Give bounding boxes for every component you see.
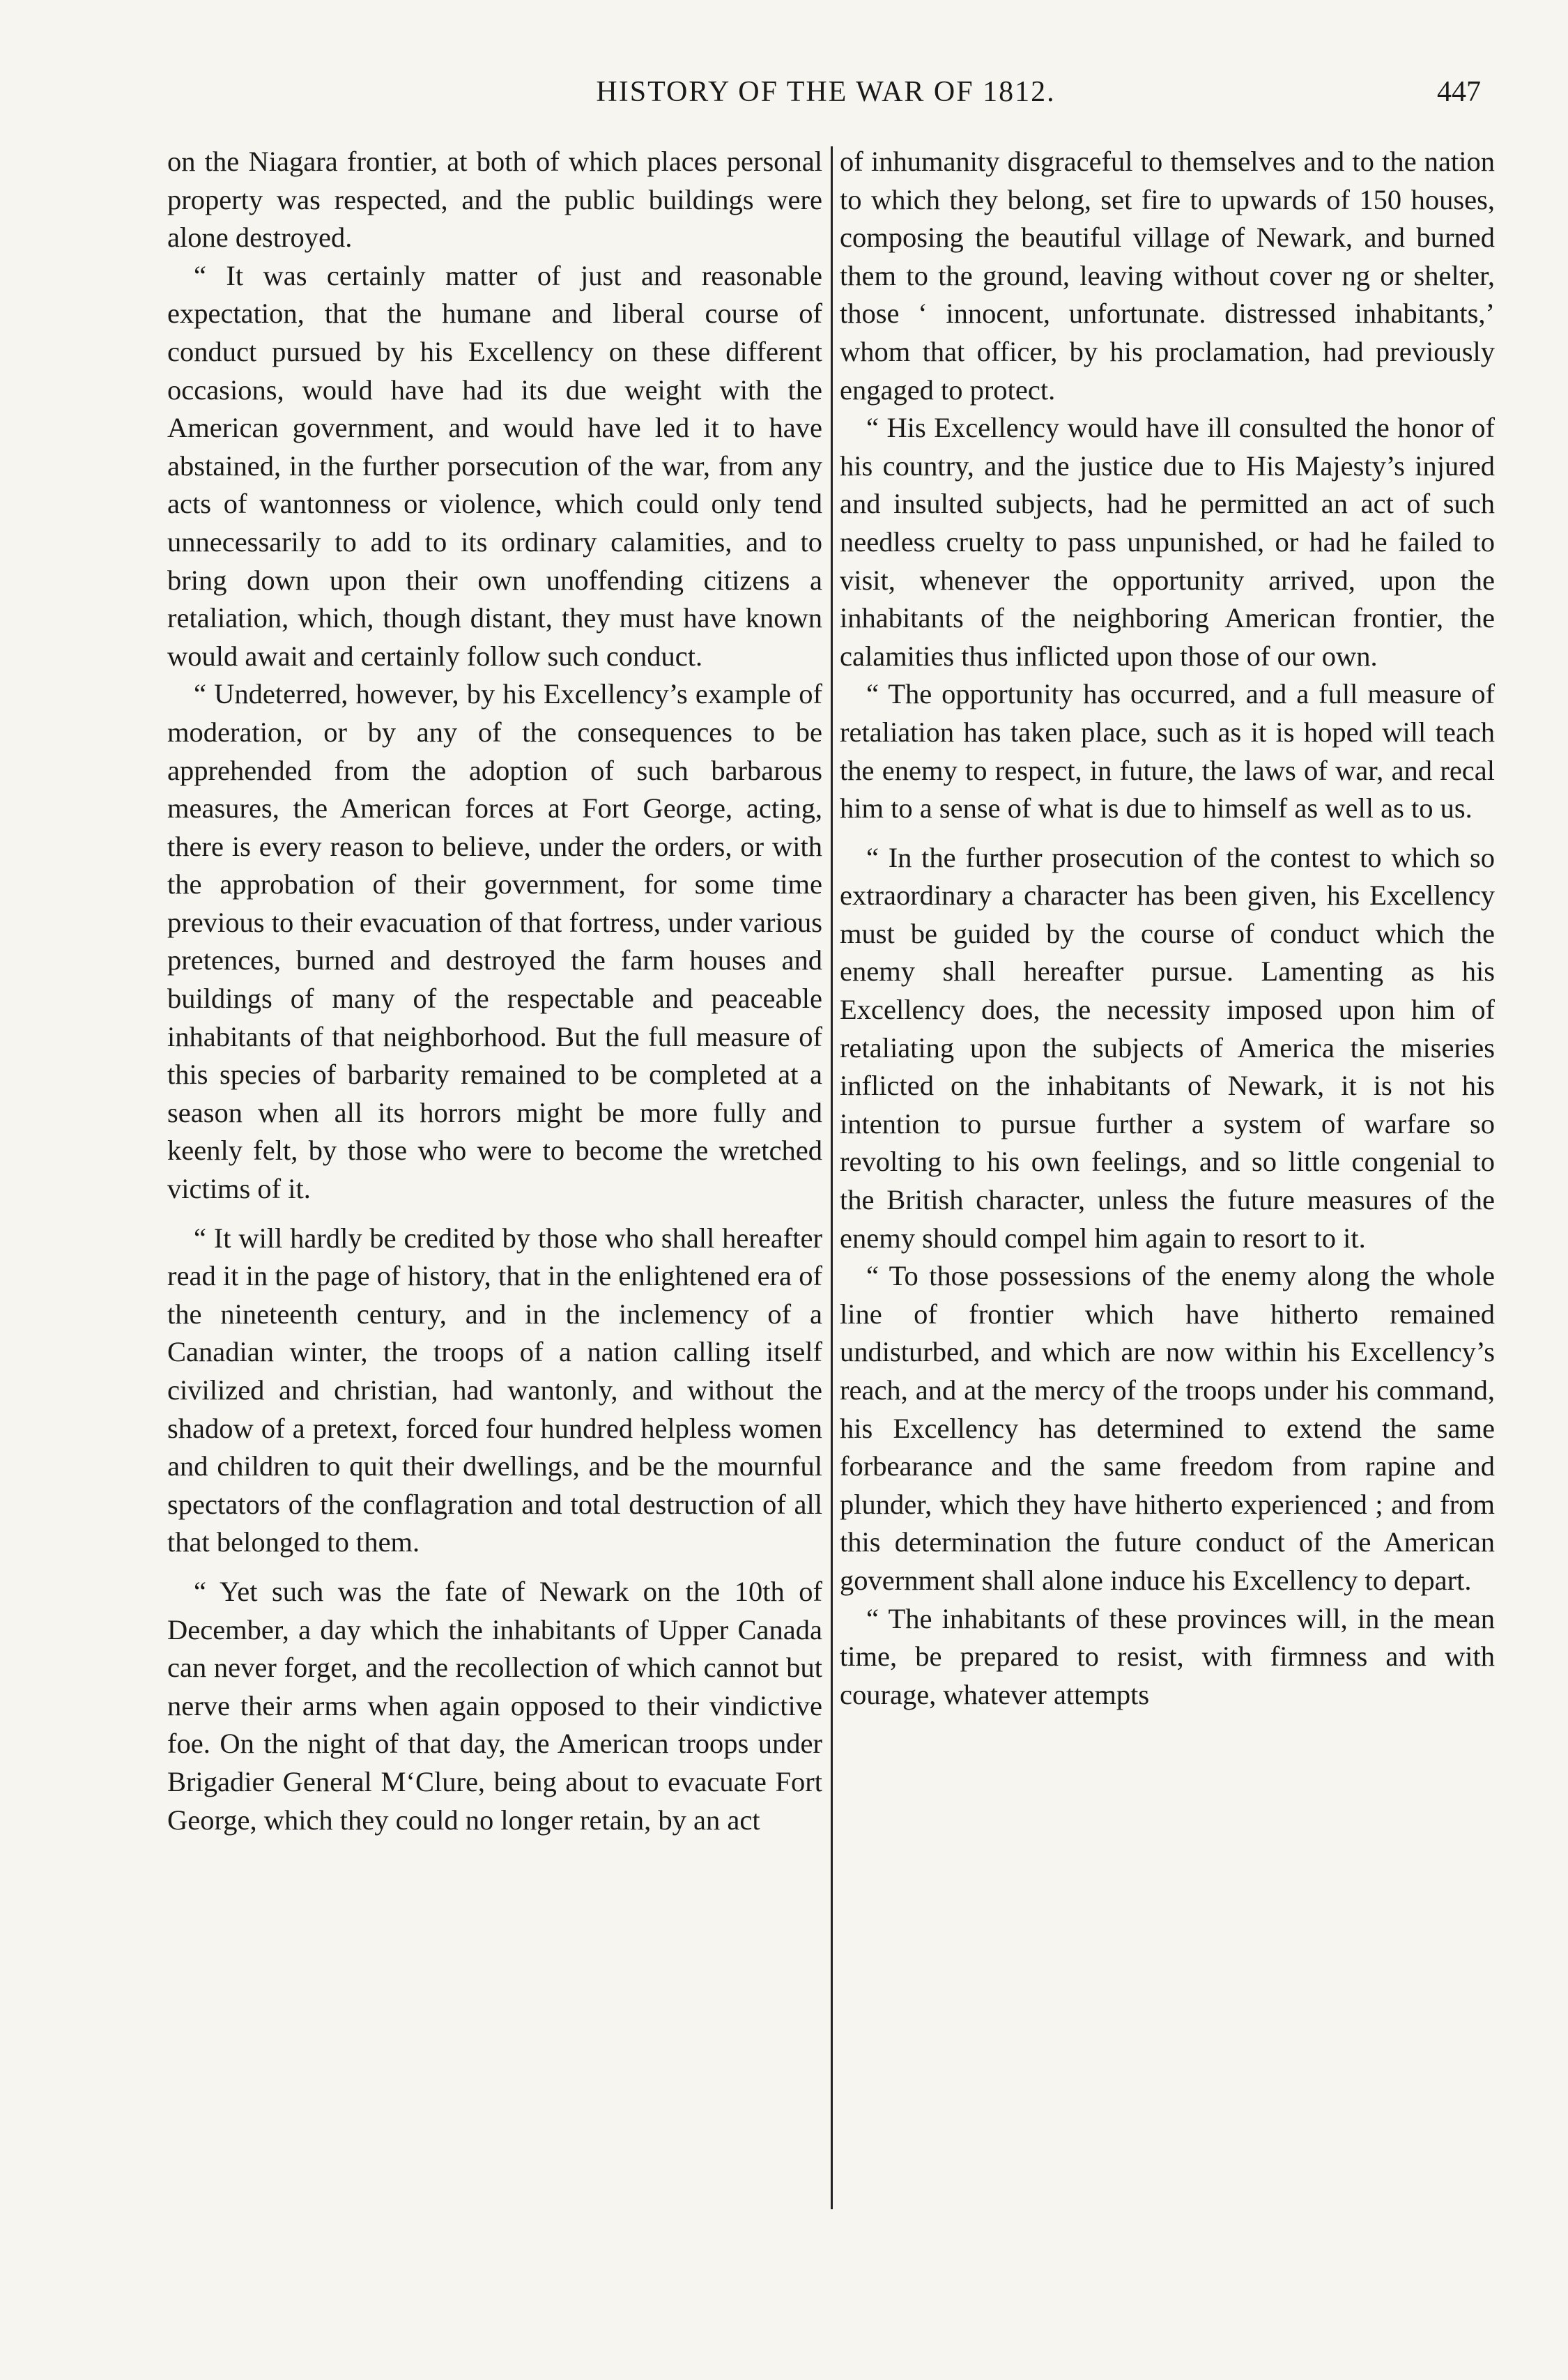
paragraph: “ Undeterred, however, by his Excellency’s example of moderation, or by any of the consequences to be apprehended from the adoption of such barbarous measures, the American forces at Fort George, acting, there is every reason to believe, under the orders, or with the approbation of their government, for some time previous to their evacuation of that fortress, under various pretences, burned and destroyed the farm houses and buildings of many of the respectable and peaceable inhabitants of that neighborhood. But the full measure of this species of barbarity remained to be completed at a season when all its horrors might be more fully and keenly felt, by those who were to become the wretched victims of it.: [167, 678, 822, 1205]
paragraph: “ The inhabitants of these provinces will, in the mean time, be prepared to resist, with firmness and with courage, whatever attempts: [840, 1602, 1495, 1710]
right-column: [840, 143, 1495, 1714]
page-number: 447: [1437, 76, 1481, 108]
paragraph: “ The opportunity has occurred, and a full measure of retaliation has taken place, such as it is hoped will teach the enemy to respect, in future, the laws of war, and recal him to a sense of what is due to himself as well as to us.: [840, 678, 1495, 824]
paragraph: on the Niagara frontier, at both of which places personal property was respected, and the public buildings were alone destroyed.: [167, 146, 822, 254]
paragraph: of inhumanity disgraceful to themselves and to the nation to which they belong, set fire to upwards of 150 houses, composing the beautiful village of Newark, and burned them to the ground, leaving without cover ng or shelter, those ‘ innocent, unfortunate. distressed inhabitants,’ whom that officer, by his proclamation, had previously engaged to protect.: [840, 146, 1495, 406]
paragraph: “ Yet such was the fate of Newark on the 10th of December, a day which the inhabitants of Upper Canada can never forget, and the recollection of which cannot but nerve their arms when again opposed to their vindictive foe. On the night of that day, the American troops under Brigadier General M‘Clure, being about to evacuate Fort George, which they could no longer retain, by an act: [167, 1575, 822, 1836]
column-divider: [831, 146, 833, 2209]
paragraph: “ It will hardly be credited by those who shall hereafter read it in the page of history, that in the enlightened era of the nineteenth century, and in the inclemency of a Canadian winter, the troops of a nation calling itself civilized and christian, had wantonly, and without the shadow of a pretext, forced four hundred helpless women and children to quit their dwellings, and be the mournful spectators of the conflagration and total destruction of all that belonged to them.: [167, 1222, 822, 1558]
paragraph: “ His Excellency would have ill consulted the honor of his country, and the justice due to His Majesty’s injured and insulted subjects, had he permitted an act of such needless cruelty to pass unpunished, or had he failed to visit, whenever the opportunity arrived, upon the inhabitants of the neighboring American frontier, the calamities thus inflicted upon those of our own.: [840, 412, 1495, 672]
paragraph: “ In the further prosecution of the contest to which so extraordinary a character has been given, his Excellency must be guided by the course of conduct which the enemy shall hereafter pursue. Lamenting as his Excellency does, the necessity imposed upon him of retaliating upon the subjects of America the miseries inflicted on the inhabitants of Newark, it is not his intention to pursue further a system of warfare so revolting to his own feelings, and so little congenial to the British character, unless the future measures of the enemy should compel him again to resort to it.: [840, 841, 1495, 1254]
left-column: [167, 143, 822, 1839]
page-header: [171, 70, 1481, 118]
paragraph: “ To those possessions of the enemy along the whole line of frontier which have hitherto remained undisturbed, and which are now within his Excellency’s reach, and at the mercy of the troops under his command, his Excellency has determined to extend the same forbearance and the same freedom from rapine and plunder, which they have hitherto experienced ; and from this determination the future conduct of the American government shall alone induce his Excellency to depart.: [840, 1260, 1495, 1596]
paragraph: “ It was certainly matter of just and reasonable expectation, that the humane and liberal course of conduct pursued by his Excellency on these different occasions, would have had its due weight with the American government, and would have led it to have abstained, in the further porsecution of the war, from any acts of wantonness or violence, which could only tend unnecessarily to add to its ordinary calamities, and to bring down upon their own unoffending citizens a retaliation, which, though distant, they must have known would await and certainly follow such conduct.: [167, 259, 822, 672]
running-title: HISTORY OF THE WAR OF 1812.: [596, 76, 1056, 108]
